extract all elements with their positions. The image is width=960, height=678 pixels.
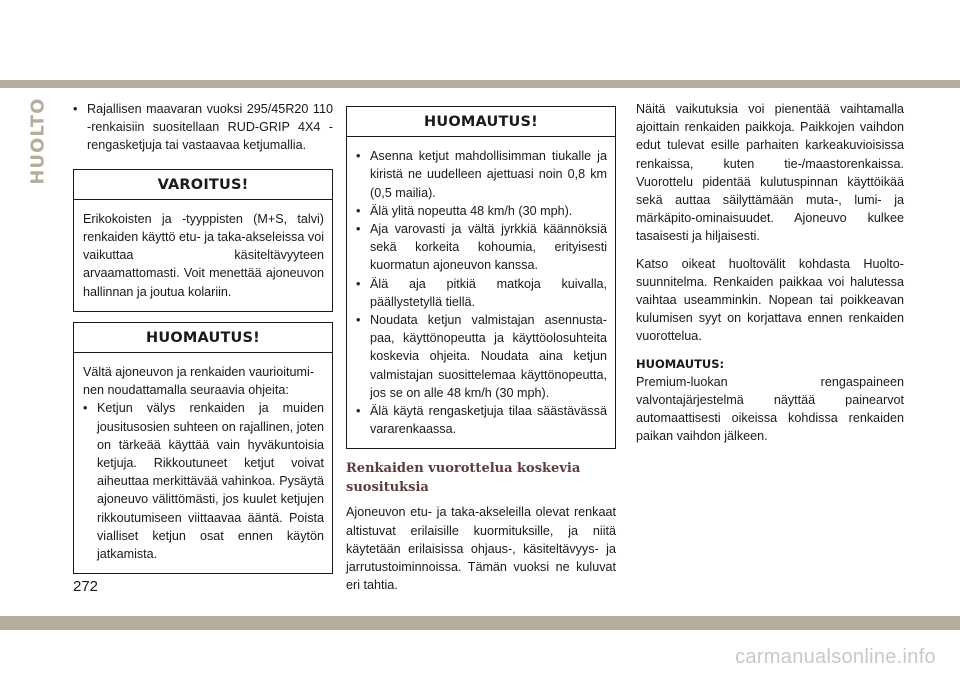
notice-intro: Vältä ajoneuvon ja renkaiden vaurioitumi-nen noudattamalla seuraavia ohjeita: bbox=[83, 365, 315, 398]
page-number: 272 bbox=[73, 578, 99, 595]
page-top-margin bbox=[0, 0, 960, 88]
notice-box-middle bbox=[346, 106, 616, 449]
note-text: Premium-luokan rengaspaineen valvontajärjestelmä näyttää painearvot automaattisesti oikeissa kohdissa renkaiden paikan vaihdon jälkeen. bbox=[636, 374, 904, 444]
service-interval-paragraph: Katso oikeat huoltovälit kohdasta Huolto-suunnitelma. Renkaiden paikkaa voi halutessa vaihtaa useamminkin. Nopean tai poikkeavan kulumisen syyt on korjattava ennen renkaiden vuorottelua. bbox=[636, 256, 904, 344]
notice-middle-item: • Älä ylitä nopeutta 48 km/h (30 mph). bbox=[356, 202, 607, 220]
notice-middle-item: • Älä aja pitkiä matkoja kuivalla, päällystetyllä tiellä. bbox=[356, 275, 607, 311]
watermark: carmanualsonline.info bbox=[735, 646, 936, 668]
warning-box bbox=[73, 169, 333, 312]
notice-middle-item: • Asenna ketjut mahdollisimman tiukalle ja kiristä ne uudelleen ajettuasi noin 0,8 km (0,5 mailia). bbox=[356, 147, 607, 202]
warning-title: VAROITUS! bbox=[74, 170, 332, 200]
rotation-benefits-paragraph: Näitä vaikutuksia voi pienentää vaihtamalla ajoittain renkaiden paikkoja. Paikkojen vaihdon edut tulevat esille parhaiten karkeakuvioisissa renkaissa, kuten tie-/maastorenkaissa. Vuorottelu pidentää kulutuspinnan käyttöikää sekä auttaa säilyttämään muta-, lumi- ja märkäpito-ominaisuudet. Ajoneuvo kulkee tasaisesti ja hiljaisesti. bbox=[636, 102, 904, 244]
note-label: HUOMAUTUS: bbox=[636, 356, 725, 371]
chain-recommendation-bullet: • Rajallisen maavaran vuoksi 295/45R20 110 -renkaisiin suositellaan RUD-GRIP 4X4 -rengasketjuja tai vastaavaa ketjumallia. bbox=[73, 100, 333, 155]
notice-middle-item: • Aja varovasti ja vältä jyrkkiä käännöksiä sekä korkeita kohoumia, erityisesti kuormatun ajoneuvon kanssa. bbox=[356, 220, 607, 275]
notice-middle-item: • Noudata ketjun valmistajan asennusta-paa, käyttönopeutta ja käyttöolosuhteita koskevia ohjeita. Noudata aina ketjun valmistajan suosittelemaa käyttönopeutta, jos se on alle 48 km/h (30 mph). bbox=[356, 311, 607, 402]
rotation-paragraph: Ajoneuvon etu- ja taka-akseleilla olevat renkaat altistuvat erilaisille kuormituksille, ja niitä käytetään erilaisissa ohjaus-, käsiteltävyys- ja jarrutustoiminnoissa. Tämän vuoksi ne kuluvat eri tahtia. bbox=[346, 505, 616, 593]
warning-text: Erikokoisten ja -tyyppisten (M+S, talvi) renkaiden käyttö etu- ja taka-akseleissa voi vaikuttaa käsiteltävyyteen arvaamattomasti. Voit menettää ajoneuvon hallinnan ja joutua kolariin. bbox=[83, 211, 324, 299]
notice-title-middle: HUOMAUTUS! bbox=[347, 107, 615, 137]
column-right bbox=[636, 100, 904, 446]
notice-middle-item: • Älä käytä rengasketjuja tilaa säästävässä vararenkaassa. bbox=[356, 402, 607, 438]
notice-box-left bbox=[73, 322, 333, 574]
section-tab bbox=[27, 97, 50, 185]
notice-left-item: • Ketjun välys renkaiden ja muiden jousitusosien suhteen on rajallinen, joten on tärkeää käyttää vain hyväkuntoisia ketjuja. Rikkoutuneet ketjut voivat aiheuttaa merkittävää vahinkoa. Pysäytä ajoneuvo välittömästi, jos kuulet ketjujen rikkoutumiseen viittaavaa ääntä. Poista vialliset ketjun osat ennen käytön jatkamista. bbox=[83, 399, 324, 563]
column-middle bbox=[346, 100, 616, 594]
section-tab-label: HUOLTO bbox=[27, 97, 49, 185]
notice-title-left: HUOMAUTUS! bbox=[74, 323, 332, 353]
column-left bbox=[73, 100, 333, 574]
footer-rule bbox=[0, 616, 960, 630]
header-rule bbox=[0, 80, 960, 88]
rotation-heading: Renkaiden vuorottelua koskevia suosituksia bbox=[346, 461, 581, 496]
